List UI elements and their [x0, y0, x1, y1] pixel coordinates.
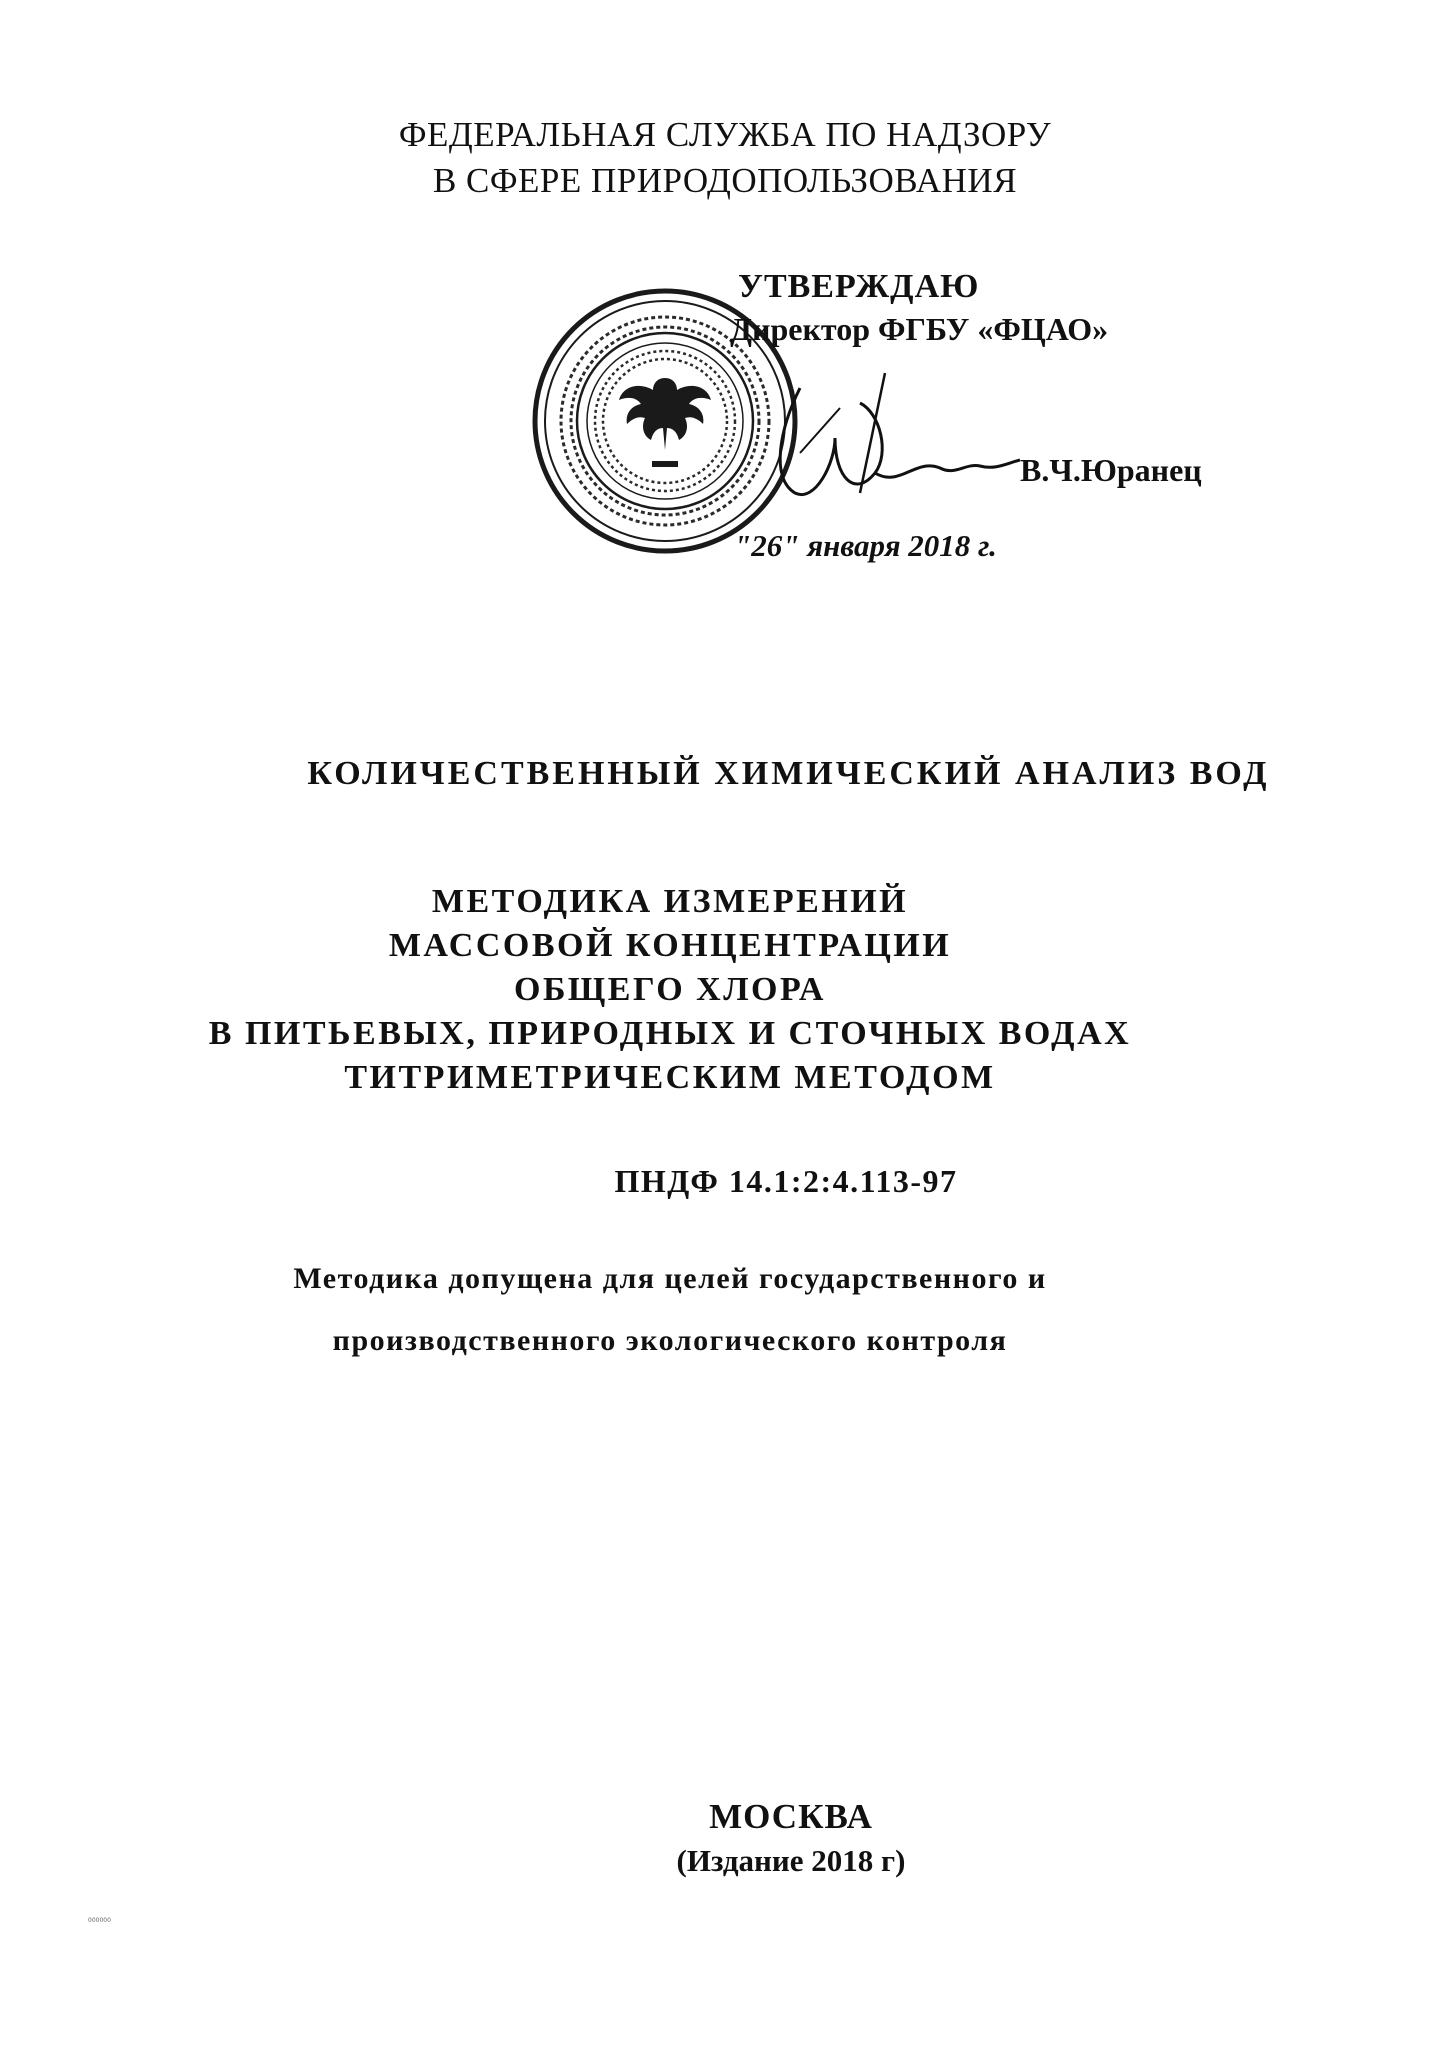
publication-city: [0, 1797, 1452, 1837]
admission-statement: [0, 1248, 1452, 1372]
document-type: [0, 755, 1452, 793]
document-code: [0, 1163, 1452, 1200]
title-line-4: В ПИТЬЕВЫХ, ПРИРОДНЫХ И СТОЧНЫХ ВОДАХ: [208, 1015, 1132, 1052]
director-title: Директор ФГБУ «ФЦАО»: [730, 311, 1109, 347]
eagle-emblem-icon: [619, 378, 711, 467]
publication-edition: [0, 1843, 1452, 1879]
document-type-text: КОЛИЧЕСТВЕННЫЙ ХИМИЧЕСКИЙ АНАЛИЗ ВОД: [307, 755, 1270, 792]
title-line-1: МЕТОДИКА ИЗМЕРЕНИЙ: [431, 883, 909, 920]
approval-date: "26" января 2018 г.: [734, 528, 997, 563]
approve-heading: УТВЕРЖДАЮ: [738, 268, 980, 305]
title-line-2: МАССОВОЙ КОНЦЕНТРАЦИИ: [388, 927, 952, 964]
title-line-3: ОБЩЕГО ХЛОРА: [514, 971, 826, 1008]
city-text: МОСКВА: [709, 1797, 873, 1836]
footer-small-mark: 000000: [88, 1917, 111, 1924]
title-line-5: ТИТРИМЕТРИЧЕСКИМ МЕТОДОМ: [344, 1059, 996, 1096]
admission-line-1: Методика допущена для целей государственного и: [293, 1262, 1047, 1295]
agency-header: [0, 112, 1452, 204]
document-code-text: ПНДФ 14.1:2:4.113-97: [614, 1163, 958, 1199]
admission-line-2: производственного экологического контроля: [332, 1324, 1008, 1357]
agency-line-2: В СФЕРЕ ПРИРОДОПОЛЬЗОВАНИЯ: [432, 161, 1018, 200]
edition-text: (Издание 2018 г): [676, 1843, 906, 1878]
approval-block: [530, 268, 1230, 588]
method-title: [0, 880, 1452, 1100]
agency-line-1: ФЕДЕРАЛЬНАЯ СЛУЖБА ПО НАДЗОРУ: [398, 115, 1052, 154]
director-name: В.Ч.Юранец: [1020, 452, 1202, 488]
